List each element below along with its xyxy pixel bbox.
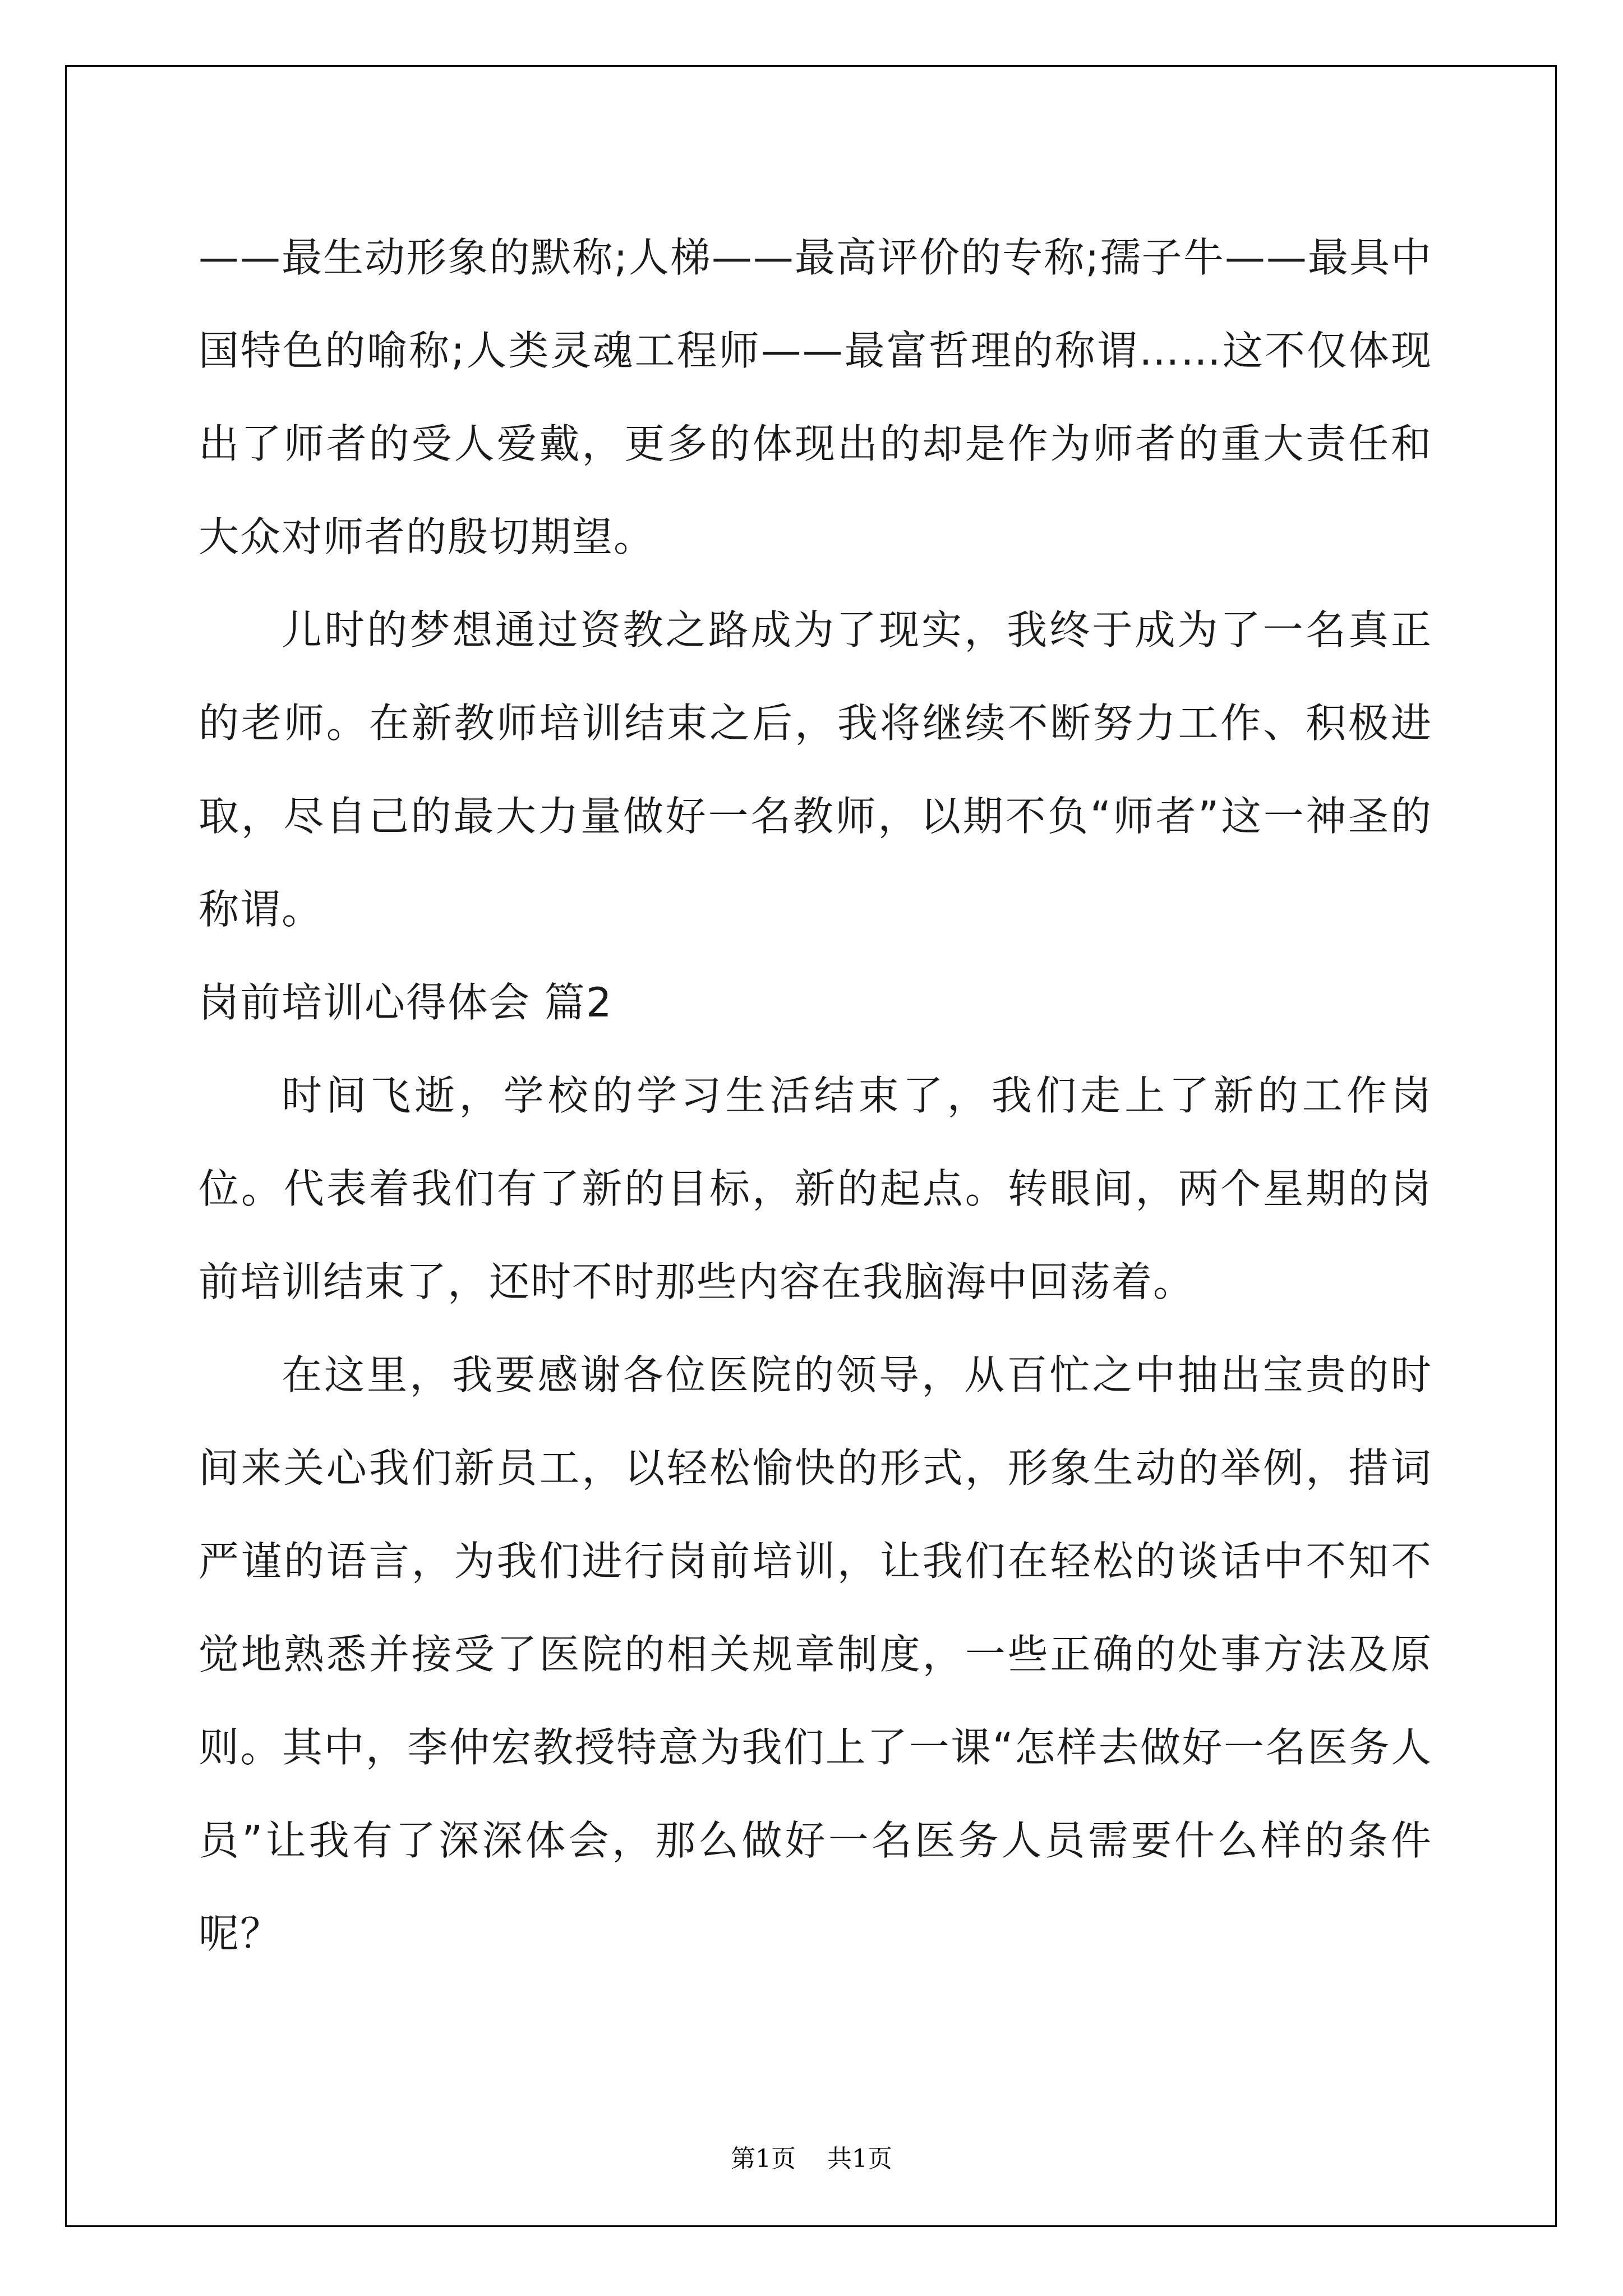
page-total: 共1页 <box>827 2145 892 2173</box>
paragraph-3: 时间飞逝，学校的学习生活结束了，我们走上了新的工作岗位。代表着我们有了新的目标，新的起点。转眼间，两个星期的岗前培训结束了，还时不时那些内容在我脑海中回荡着。 <box>199 1072 1432 1305</box>
section-heading: 岗前培训心得体会 篇2 <box>199 979 613 1026</box>
paragraph-1: ——最生动形象的默称;人梯——最高评价的专称;孺子牛——最具中国特色的喻称;人类灵魂工程师——最富哲理的称谓……这不仅体现出了师者的受人爱戴，更多的体现出的却是作为师者的重大责任和大众对师者的殷切期望。 <box>199 234 1432 560</box>
paragraph-4: 在这里，我要感谢各位医院的领导，从百忙之中抽出宝贵的时间来关心我们新员工，以轻松愉快的形式，形象生动的举例，措词严谨的语言，为我们进行岗前培训，让我们在轻松的谈话中不知不觉地熟悉并接受了医院的相关规章制度，一些正确的处事方法及原则。其中，李仲宏教授特意为我们上了一课“怎样去做好一名医务人员”让我有了深深体会，那么做好一名医务人员需要什么样的条件呢？ <box>199 1351 1432 1957</box>
page-number: 第1页 <box>731 2145 796 2173</box>
paragraph-2: 儿时的梦想通过资教之路成为了现实，我终于成为了一名真正的老师。在新教师培训结束之后，我将继续不断努力工作、积极进取，尽自己的最大力量做好一名教师，以期不负“师者”这一神圣的称谓。 <box>199 606 1432 933</box>
page-footer <box>0 2138 1623 2174</box>
document-body <box>199 211 1432 1980</box>
